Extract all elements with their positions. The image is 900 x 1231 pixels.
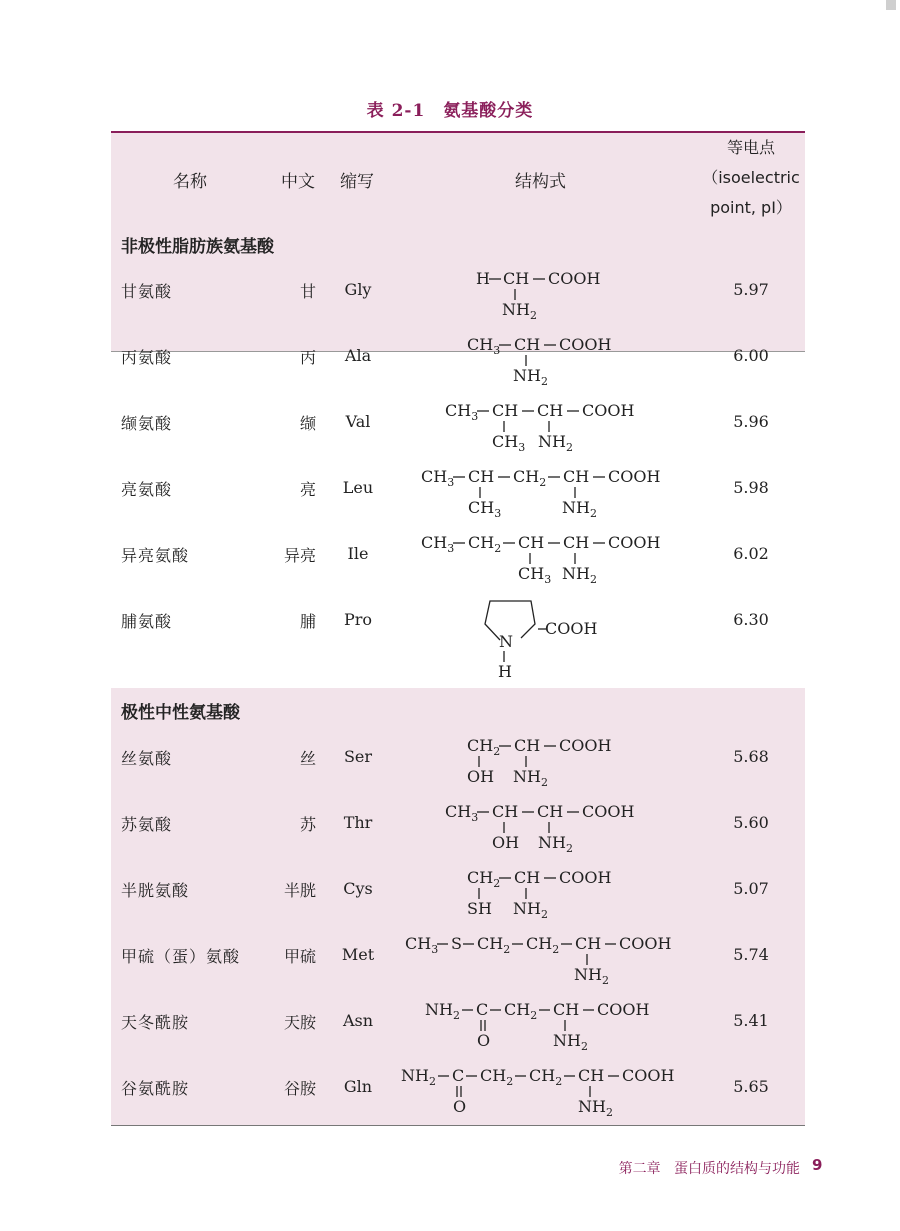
svg-text:NH2: $NH_2$	[513, 767, 548, 789]
svg-text:CH3: $CH_3$	[492, 432, 526, 454]
table-row	[111, 533, 805, 599]
svg-text:NH2: $NH_2$	[574, 965, 609, 987]
svg-text:CH: CH	[575, 934, 602, 953]
row-chinese: 异亮	[283, 546, 316, 565]
svg-text:CH: CH	[518, 533, 545, 552]
structure-formula-ser	[393, 736, 693, 802]
svg-text:COOH: COOH	[559, 736, 612, 755]
svg-text:COOH: COOH	[559, 868, 612, 887]
header-pi-line1: 等电点	[726, 138, 775, 157]
table-caption	[0, 96, 900, 121]
svg-text:O: O	[453, 1097, 467, 1116]
section-title-nonpolar: 非极性脂肪族氨基酸	[121, 237, 274, 257]
svg-text:CH: CH	[468, 467, 495, 486]
svg-text:CH: CH	[514, 736, 541, 755]
row-pi: 6.02	[733, 544, 769, 563]
row-name: 丙氨酸	[121, 348, 173, 367]
row-name: 异亮氨酸	[121, 546, 190, 565]
footer-chapter: 第二章	[618, 1161, 661, 1177]
svg-text:CH: CH	[514, 335, 541, 354]
row-name: 半胱氨酸	[121, 881, 190, 900]
structure-formula-met	[393, 934, 693, 1000]
row-abbr: Leu	[342, 478, 374, 497]
row-pi: 5.07	[733, 879, 769, 898]
amino-acid-table	[111, 131, 805, 1126]
row-abbr: Met	[341, 945, 375, 964]
svg-text:CH3: $CH_3$	[421, 533, 455, 555]
svg-text:NH2: $NH_2$	[513, 899, 548, 921]
row-pi: 5.74	[733, 945, 769, 964]
svg-text:COOH: COOH	[597, 1000, 650, 1019]
row-chinese: 亮	[299, 480, 316, 499]
svg-text:COOH: COOH	[608, 467, 661, 486]
header-abbr: 缩写	[340, 172, 374, 192]
row-pi: 5.98	[733, 478, 769, 497]
header-structure: 结构式	[515, 172, 566, 192]
row-name: 丝氨酸	[121, 749, 173, 768]
row-name: 甘氨酸	[121, 282, 173, 301]
svg-text:NH2: $NH_2$	[553, 1031, 588, 1053]
row-pi: 5.60	[733, 813, 769, 832]
svg-text:CH: CH	[537, 802, 564, 821]
table-row	[111, 335, 805, 401]
header-pi-line2: （isoelectric	[702, 168, 800, 187]
svg-text:CH3: $CH_3$	[445, 802, 479, 824]
header-pi-line3: point, pI）	[710, 198, 792, 217]
row-chinese: 天胺	[283, 1013, 316, 1032]
structure-formula-thr	[393, 802, 693, 868]
svg-text:NH2: $NH_2$	[578, 1097, 613, 1119]
corner-mark	[886, 0, 896, 10]
row-abbr: Pro	[343, 610, 373, 629]
table-row	[111, 1066, 805, 1132]
table-row	[111, 401, 805, 467]
svg-text:NH2: $NH_2$	[538, 432, 573, 454]
svg-text:OH: OH	[467, 767, 495, 786]
svg-text:NH2: $NH_2$	[425, 1000, 460, 1022]
svg-text:COOH: COOH	[545, 619, 598, 638]
table-row	[111, 868, 805, 934]
row-abbr: Cys	[343, 879, 373, 898]
structure-formula-asn	[393, 1000, 693, 1066]
row-name: 天冬酰胺	[121, 1013, 190, 1032]
svg-text:SH: SH	[467, 899, 492, 918]
row-pi: 5.97	[733, 280, 769, 299]
row-pi: 5.96	[733, 412, 769, 431]
row-chinese: 甲硫	[283, 947, 316, 966]
svg-text:CH3: $CH_3$	[518, 564, 552, 586]
row-pi: 6.30	[733, 610, 769, 629]
structure-formula-val	[393, 401, 693, 467]
svg-text:NH2: $NH_2$	[401, 1066, 436, 1088]
svg-text:C: C	[476, 1000, 489, 1019]
svg-text:COOH: COOH	[559, 335, 612, 354]
svg-text:CH3: $CH_3$	[467, 335, 501, 357]
svg-text:COOH: COOH	[608, 533, 661, 552]
header-pi	[696, 133, 806, 223]
svg-text:S: S	[451, 934, 462, 953]
structure-formula-leu	[393, 467, 693, 533]
table-row	[111, 802, 805, 868]
svg-text:CH: CH	[492, 802, 519, 821]
row-abbr: Ser	[343, 747, 373, 766]
svg-text:CH3: $CH_3$	[468, 498, 502, 520]
svg-text:CH: CH	[537, 401, 564, 420]
row-name: 脯氨酸	[121, 612, 173, 631]
row-abbr: Ala	[344, 346, 372, 365]
structure-formula-ala	[393, 335, 693, 401]
svg-text:CH: CH	[563, 467, 590, 486]
svg-text:NH2: $NH_2$	[538, 833, 573, 855]
row-chinese: 半胱	[283, 881, 316, 900]
svg-text:COOH: COOH	[582, 401, 635, 420]
row-chinese: 缬	[299, 414, 316, 433]
table-row	[111, 599, 805, 687]
row-name: 谷氨酰胺	[121, 1079, 190, 1098]
row-chinese: 甘	[299, 282, 316, 301]
footer-chapter-title: 蛋白质的结构与功能	[674, 1161, 800, 1177]
structure-formula-cys	[393, 868, 693, 934]
svg-text:CH: CH	[503, 269, 530, 288]
svg-text:OH: OH	[492, 833, 520, 852]
row-chinese: 苏	[299, 815, 316, 834]
table-row	[111, 1000, 805, 1066]
row-chinese: 脯	[299, 612, 316, 631]
svg-text:NH2: $NH_2$	[562, 498, 597, 520]
svg-text:C: C	[452, 1066, 465, 1085]
table-row	[111, 736, 805, 802]
header-name: 名称	[173, 172, 207, 192]
svg-text:CH3: $CH_3$	[421, 467, 455, 489]
svg-text:COOH: COOH	[619, 934, 672, 953]
row-chinese: 丙	[299, 348, 316, 367]
svg-text:CH: CH	[563, 533, 590, 552]
svg-text:CH2: $CH_2$	[504, 1000, 538, 1022]
svg-text:CH: CH	[514, 868, 541, 887]
svg-text:H: H	[476, 269, 490, 288]
header-chinese: 中文	[281, 172, 315, 192]
row-abbr: Asn	[342, 1011, 374, 1030]
svg-text:NH2: $NH_2$	[502, 300, 537, 322]
svg-text:N: N	[499, 632, 513, 651]
svg-text:CH2: $CH_2$	[526, 934, 560, 956]
svg-text:CH2: $CH_2$	[477, 934, 511, 956]
svg-text:CH2: $CH_2$	[468, 533, 502, 555]
structure-formula-ile	[393, 533, 693, 599]
svg-text:CH2: $CH_2$	[513, 467, 547, 489]
structure-formula-pro	[393, 599, 693, 687]
structure-formula-gln	[393, 1066, 693, 1132]
svg-text:CH2: $CH_2$	[467, 736, 501, 758]
table-row	[111, 934, 805, 1000]
row-chinese: 谷胺	[283, 1079, 316, 1098]
svg-text:COOH: COOH	[582, 802, 635, 821]
page-number: 9	[812, 1156, 823, 1174]
svg-text:CH: CH	[553, 1000, 580, 1019]
svg-text:O: O	[477, 1031, 491, 1050]
row-abbr: Thr	[343, 813, 373, 832]
row-abbr: Gln	[343, 1077, 373, 1096]
row-pi: 6.00	[733, 346, 769, 365]
structure-formula-gly	[393, 269, 693, 335]
row-abbr: Gly	[344, 280, 372, 299]
table-row	[111, 467, 805, 533]
svg-text:CH: CH	[492, 401, 519, 420]
svg-text:CH2: $CH_2$	[467, 868, 501, 890]
row-name: 苏氨酸	[121, 815, 173, 834]
row-abbr: Ile	[347, 544, 369, 563]
row-chinese: 丝	[299, 749, 316, 768]
row-name: 甲硫（蛋）氨酸	[121, 947, 241, 966]
section-title-polar: 极性中性氨基酸	[121, 703, 240, 723]
row-pi: 5.41	[733, 1011, 769, 1030]
svg-text:H: H	[498, 662, 512, 681]
row-abbr: Val	[345, 412, 371, 431]
page-footer	[560, 1158, 800, 1178]
svg-text:CH3: $CH_3$	[405, 934, 439, 956]
svg-text:COOH: COOH	[622, 1066, 675, 1085]
svg-text:NH2: $NH_2$	[513, 366, 548, 388]
table-caption-title: 氨基酸分类	[443, 101, 534, 121]
svg-text:CH3: $CH_3$	[445, 401, 479, 423]
table-row	[111, 269, 805, 335]
row-name: 缬氨酸	[121, 414, 173, 433]
svg-text:CH: CH	[578, 1066, 605, 1085]
row-name: 亮氨酸	[121, 480, 173, 499]
svg-text:NH2: $NH_2$	[562, 564, 597, 586]
svg-text:COOH: COOH	[548, 269, 601, 288]
svg-text:CH2: $CH_2$	[480, 1066, 514, 1088]
table-caption-label: 表 2-1	[366, 101, 426, 121]
svg-text:CH2: $CH_2$	[529, 1066, 563, 1088]
row-pi: 5.65	[733, 1077, 769, 1096]
row-pi: 5.68	[733, 747, 769, 766]
